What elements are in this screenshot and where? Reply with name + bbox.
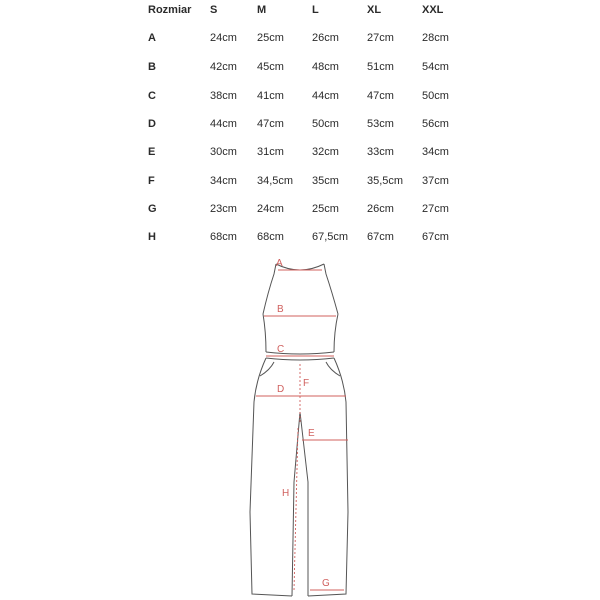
row-label: E xyxy=(148,146,156,158)
table-cell: 67,5cm xyxy=(312,231,349,243)
table-cell: 47cm xyxy=(367,90,394,102)
bodice-right-line xyxy=(334,314,338,352)
table-cell: 51cm xyxy=(367,61,394,73)
jumpsuit-outline-svg xyxy=(230,252,370,600)
table-cell: 54cm xyxy=(422,61,449,73)
table-cell: 24cm xyxy=(257,203,284,215)
table-row xyxy=(0,199,600,219)
table-cell: 35,5cm xyxy=(367,175,404,187)
table-cell: 48cm xyxy=(312,61,339,73)
left-armhole-line xyxy=(263,264,276,314)
neckline-line xyxy=(276,264,324,270)
table-cell: 34cm xyxy=(210,175,237,187)
header-size-label: Rozmiar xyxy=(148,4,192,16)
table-cell: 47cm xyxy=(257,118,284,130)
table-cell: 23cm xyxy=(210,203,237,215)
table-cell: 33cm xyxy=(367,146,394,158)
table-cell: 32cm xyxy=(312,146,339,158)
header-m: M xyxy=(257,4,267,16)
measurement-line-h xyxy=(294,428,298,590)
table-row xyxy=(0,57,600,77)
table-row xyxy=(0,171,600,191)
table-header-row xyxy=(0,0,600,20)
header-l: L xyxy=(312,4,319,16)
row-label: F xyxy=(148,175,155,187)
right-leg-outline xyxy=(308,358,348,596)
table-cell: 34cm xyxy=(422,146,449,158)
table-cell: 67cm xyxy=(367,231,394,243)
table-cell: 44cm xyxy=(312,90,339,102)
table-cell: 27cm xyxy=(367,32,394,44)
table-cell: 31cm xyxy=(257,146,284,158)
row-label: C xyxy=(148,90,156,102)
jumpsuit-measurement-diagram xyxy=(230,252,370,600)
header-xl: XL xyxy=(367,4,382,16)
table-cell: 67cm xyxy=(422,231,449,243)
left-leg-outline xyxy=(250,358,292,596)
table-cell: 68cm xyxy=(257,231,284,243)
diagram-label-c: C xyxy=(277,344,285,355)
table-cell: 50cm xyxy=(312,118,339,130)
table-cell: 68cm xyxy=(210,231,237,243)
diagram-label-e: E xyxy=(308,428,315,439)
table-cell: 50cm xyxy=(422,90,449,102)
table-cell: 44cm xyxy=(210,118,237,130)
row-label: A xyxy=(148,32,156,44)
row-label: B xyxy=(148,61,156,73)
diagram-label-b: B xyxy=(277,304,284,315)
table-cell: 27cm xyxy=(422,203,449,215)
diagram-label-a: A xyxy=(276,258,283,269)
table-row xyxy=(0,114,600,134)
table-cell: 34,5cm xyxy=(257,175,294,187)
diagram-label-d: D xyxy=(277,384,285,395)
table-cell: 45cm xyxy=(257,61,284,73)
table-cell: 38cm xyxy=(210,90,237,102)
right-armhole-line xyxy=(324,264,338,314)
diagram-label-h: H xyxy=(282,488,290,499)
jumpsuit-outline xyxy=(250,264,348,596)
diagram-label-f: F xyxy=(303,378,310,389)
table-row xyxy=(0,142,600,162)
table-cell: 24cm xyxy=(210,32,237,44)
row-label: H xyxy=(148,231,156,243)
table-cell: 26cm xyxy=(367,203,394,215)
header-xxl: XXL xyxy=(422,4,444,16)
table-cell: 25cm xyxy=(312,203,339,215)
row-label: G xyxy=(148,203,157,215)
waistband-line xyxy=(266,358,334,360)
table-cell: 42cm xyxy=(210,61,237,73)
table-cell: 25cm xyxy=(257,32,284,44)
bodice-left-line xyxy=(263,314,266,352)
table-cell: 56cm xyxy=(422,118,449,130)
table-cell: 35cm xyxy=(312,175,339,187)
table-row xyxy=(0,28,600,48)
table-cell: 26cm xyxy=(312,32,339,44)
table-row xyxy=(0,227,600,247)
table-cell: 53cm xyxy=(367,118,394,130)
table-cell: 41cm xyxy=(257,90,284,102)
left-pocket-line xyxy=(260,362,274,376)
diagram-label-g: G xyxy=(322,578,330,589)
table-cell: 28cm xyxy=(422,32,449,44)
table-cell: 37cm xyxy=(422,175,449,187)
header-s: S xyxy=(210,4,218,16)
table-cell: 30cm xyxy=(210,146,237,158)
row-label: D xyxy=(148,118,156,130)
right-pocket-line xyxy=(326,362,340,376)
table-row xyxy=(0,86,600,106)
